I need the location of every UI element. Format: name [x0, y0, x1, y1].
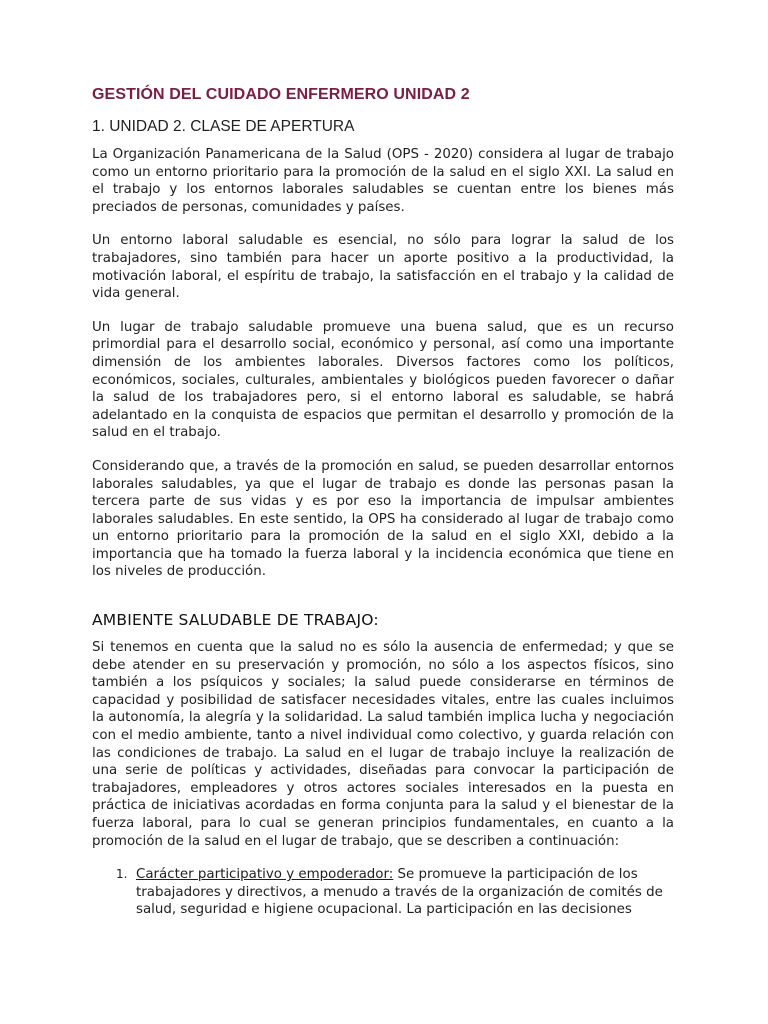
- document-title: GESTIÓN DEL CUIDADO ENFERMERO UNIDAD 2: [92, 86, 470, 103]
- list-item-term: Carácter participativo y empoderador:: [136, 867, 394, 883]
- list-item: [92, 866, 674, 919]
- paragraph: Un lugar de trabajo saludable promueve una buena salud, que es un recurso primordial para el desarrollo social, económico y personal, así como una importante dimensión de los ambientes laborales. Diversos factores como los políticos, económicos, sociales, culturales, ambientales y biológicos pueden favorecer o dañar la salud de los trabajadores pero, si el entorno laboral es saludable, se habrá adelantado en la conquista de espacios que permitan el desarrollo y promoción de la salud en el trabajo.: [92, 319, 674, 441]
- principles-list: [92, 866, 674, 919]
- list-item-number: 1.: [116, 867, 128, 882]
- section-heading: AMBIENTE SALUDABLE DE TRABAJO:: [92, 611, 379, 630]
- list-item-text: Se promueve la participación de los trabajadores y directivos, a menudo a través de la organización de comités de salud, seguridad e higiene ocupacional. La participación en las decisiones: [136, 867, 663, 918]
- section-paragraph: Si tenemos en cuenta que la salud no es sólo la ausencia de enfermedad; y que se debe atender en su preservación y promoción, no sólo a los aspectos físicos, sino también a los psíquicos y sociales; la salud puede considerarse en términos de capacidad y posibilidad de satisfacer necesidades vitales, entre las cuales incluimos la autonomía, la alegría y la solidaridad. La salud también implica lucha y negociación con el medio ambiente, tanto a nivel individual como colectivo, y guarda relación con las condiciones de trabajo. La salud en el lugar de trabajo incluye la realización de una serie de políticas y actividades, diseñadas para convocar la participación de trabajadores, empleadores y otros actores sociales interesados en la puesta en práctica de iniciativas acordadas en forma conjunta para la salud y el bienestar de la fuerza laboral, para lo cual se generan principios fundamentales, en cuanto a la promoción de la salud en el lugar de trabajo, que se describen a continuación:: [92, 640, 674, 849]
- document-page: [92, 86, 674, 919]
- paragraph: La Organización Panamericana de la Salud (OPS - 2020) considera al lugar de trabajo como un entorno prioritario para la promoción de la salud en el siglo XXI. La salud en el trabajo y los entornos laborales saludables se cuentan entre los bienes más preciados de personas, comunidades y países.: [92, 147, 674, 215]
- paragraph: Un entorno laboral saludable es esencial, no sólo para lograr la salud de los trabajadores, sino también para hacer un aporte positivo a la productividad, la motivación laboral, el espíritu de trabajo, la satisfacción en el trabajo y la calidad de vida general.: [92, 233, 674, 302]
- section-subtitle: 1. UNIDAD 2. CLASE DE APERTURA: [92, 118, 355, 135]
- paragraph: Considerando que, a través de la promoción en salud, se pueden desarrollar entornos laborales saludables, ya que el lugar de trabajo es donde las personas pasan la tercera parte de sus vidas y es por eso la importancia de impulsar ambientes laborales saludables. En este sentido, la OPS ha considerado al lugar de trabajo como un entorno prioritario para la promoción de la salud en el siglo XXI, debido a la importancia que ha tomado la fuerza laboral y la incidencia económica que tiene en los niveles de producción.: [92, 458, 674, 580]
